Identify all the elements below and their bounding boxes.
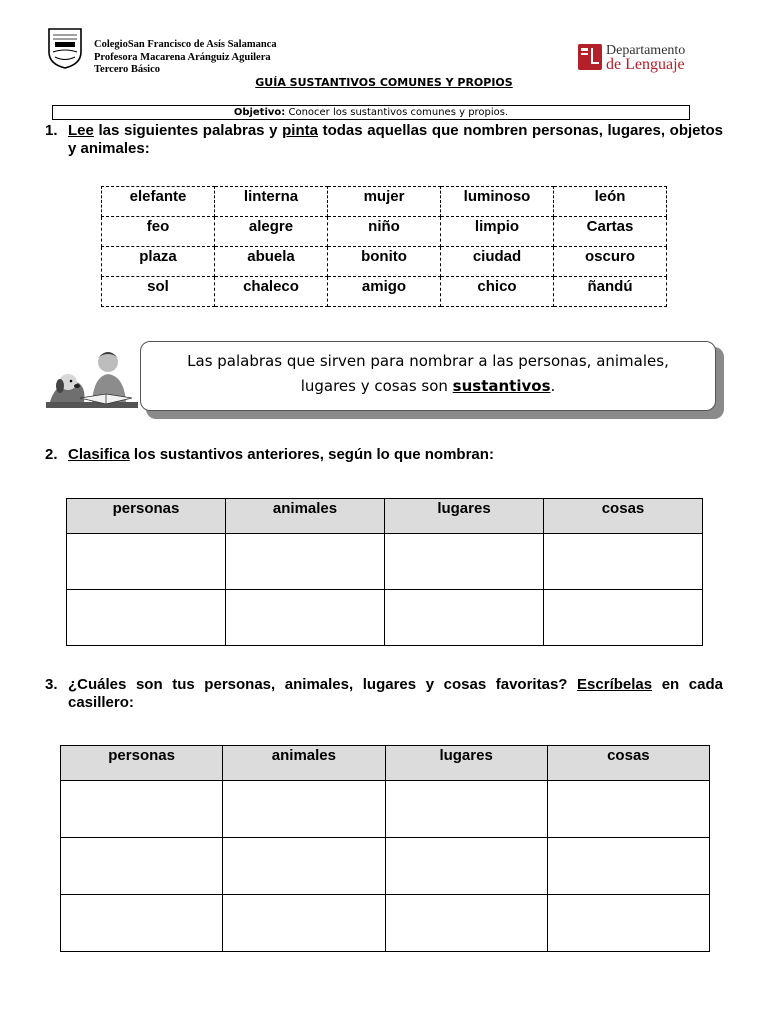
question-text: [68, 122, 723, 158]
definition-text: lugares y cosas son: [300, 377, 453, 395]
answer-cell[interactable]: [67, 590, 226, 646]
column-header: cosas: [544, 499, 703, 534]
boy-reading-with-dog-illustration: [46, 348, 138, 410]
answer-cell[interactable]: [67, 534, 226, 590]
question-text-part: en cada casillero:: [68, 676, 723, 711]
instruction-verb: Escríbelas: [577, 676, 653, 693]
word-cell[interactable]: sol: [102, 277, 215, 307]
question-text-part: los sustantivos anteriores, según lo que nombran:: [129, 446, 494, 463]
guide-title: GUÍA SUSTANTIVOS COMUNES Y PROPIOS: [255, 76, 513, 89]
answer-cell[interactable]: [385, 781, 547, 838]
answer-cell[interactable]: [223, 838, 385, 895]
answer-cell[interactable]: [385, 534, 544, 590]
table-row: [102, 247, 667, 277]
column-header: animales: [226, 499, 385, 534]
answer-cell[interactable]: [544, 534, 703, 590]
question-number: 3.: [45, 676, 58, 693]
word-cell[interactable]: león: [554, 187, 667, 217]
department-logo: [578, 42, 728, 74]
word-cell[interactable]: chaleco: [215, 277, 328, 307]
column-header: animales: [223, 746, 385, 781]
table-header-row: [61, 746, 710, 781]
word-cell[interactable]: luminoso: [441, 187, 554, 217]
department-subject: de Lenguaje: [606, 56, 685, 73]
answer-cell[interactable]: [385, 590, 544, 646]
table-row: [61, 781, 710, 838]
favorites-table: [60, 745, 710, 952]
table-row: [67, 534, 703, 590]
answer-cell[interactable]: [544, 590, 703, 646]
table-row: [102, 217, 667, 247]
teacher-name: Profesora Macarena Aránguiz Aguilera: [94, 51, 271, 63]
table-row: [102, 187, 667, 217]
question-number: 2.: [45, 446, 58, 463]
word-cell[interactable]: alegre: [215, 217, 328, 247]
word-table: [101, 186, 667, 307]
table-header-row: [67, 499, 703, 534]
word-cell[interactable]: elefante: [102, 187, 215, 217]
grade-level: Tercero Básico: [94, 64, 161, 75]
word-cell[interactable]: amigo: [328, 277, 441, 307]
column-header: lugares: [385, 746, 547, 781]
question-text-part: las siguientes palabras y: [93, 122, 283, 139]
definition-line: [141, 374, 715, 399]
question-text: [68, 676, 723, 712]
answer-cell[interactable]: [223, 895, 385, 952]
question-number: 1.: [45, 122, 58, 139]
definition-box: [140, 341, 716, 411]
answer-cell[interactable]: [226, 590, 385, 646]
key-term: sustantivos: [452, 377, 551, 395]
answer-cell[interactable]: [61, 838, 223, 895]
answer-cell[interactable]: [385, 838, 547, 895]
answer-cell[interactable]: [547, 895, 709, 952]
answer-cell[interactable]: [547, 781, 709, 838]
instruction-verb: pinta: [282, 122, 318, 139]
word-cell[interactable]: mujer: [328, 187, 441, 217]
objective-box: [52, 105, 690, 120]
word-cell[interactable]: feo: [102, 217, 215, 247]
word-cell[interactable]: niño: [328, 217, 441, 247]
answer-cell[interactable]: [226, 534, 385, 590]
word-cell[interactable]: plaza: [102, 247, 215, 277]
word-cell[interactable]: Cartas: [554, 217, 667, 247]
definition-line: Las palabras que sirven para nombrar a las personas, animales,: [187, 352, 669, 370]
column-header: cosas: [547, 746, 709, 781]
department-label: Departamento: [606, 43, 686, 58]
word-cell[interactable]: linterna: [215, 187, 328, 217]
objective-text: Conocer los sustantivos comunes y propios.: [288, 107, 509, 118]
answer-cell[interactable]: [61, 781, 223, 838]
instruction-verb: Clasifica: [68, 446, 130, 463]
word-cell[interactable]: ciudad: [441, 247, 554, 277]
question-text-part: todas aquellas que nombren personas, lugares, objetos y animales:: [68, 122, 724, 157]
school-info: [94, 39, 277, 77]
question-text: [68, 446, 723, 464]
department-emblem-icon: [578, 44, 602, 70]
definition-text: .: [550, 377, 556, 395]
question-text-part: ¿Cuáles son tus personas, animales, lugares y cosas favoritas?: [68, 676, 578, 693]
word-cell[interactable]: limpio: [441, 217, 554, 247]
column-header: lugares: [385, 499, 544, 534]
table-row: [61, 838, 710, 895]
answer-cell[interactable]: [61, 895, 223, 952]
classification-table: [66, 498, 703, 646]
word-cell[interactable]: chico: [441, 277, 554, 307]
answer-cell[interactable]: [547, 838, 709, 895]
word-cell[interactable]: bonito: [328, 247, 441, 277]
word-cell[interactable]: abuela: [215, 247, 328, 277]
school-crest-logo: [46, 26, 84, 70]
column-header: personas: [61, 746, 223, 781]
word-cell[interactable]: ñandú: [554, 277, 667, 307]
school-name: ColegioSan Francisco de Asís Salamanca: [94, 39, 277, 50]
table-row: [61, 895, 710, 952]
answer-cell[interactable]: [223, 781, 385, 838]
table-row: [67, 590, 703, 646]
word-cell[interactable]: oscuro: [554, 247, 667, 277]
column-header: personas: [67, 499, 226, 534]
answer-cell[interactable]: [385, 895, 547, 952]
table-row: [102, 277, 667, 307]
objective-label: Objetivo:: [233, 107, 286, 118]
instruction-verb: Lee: [68, 122, 94, 139]
